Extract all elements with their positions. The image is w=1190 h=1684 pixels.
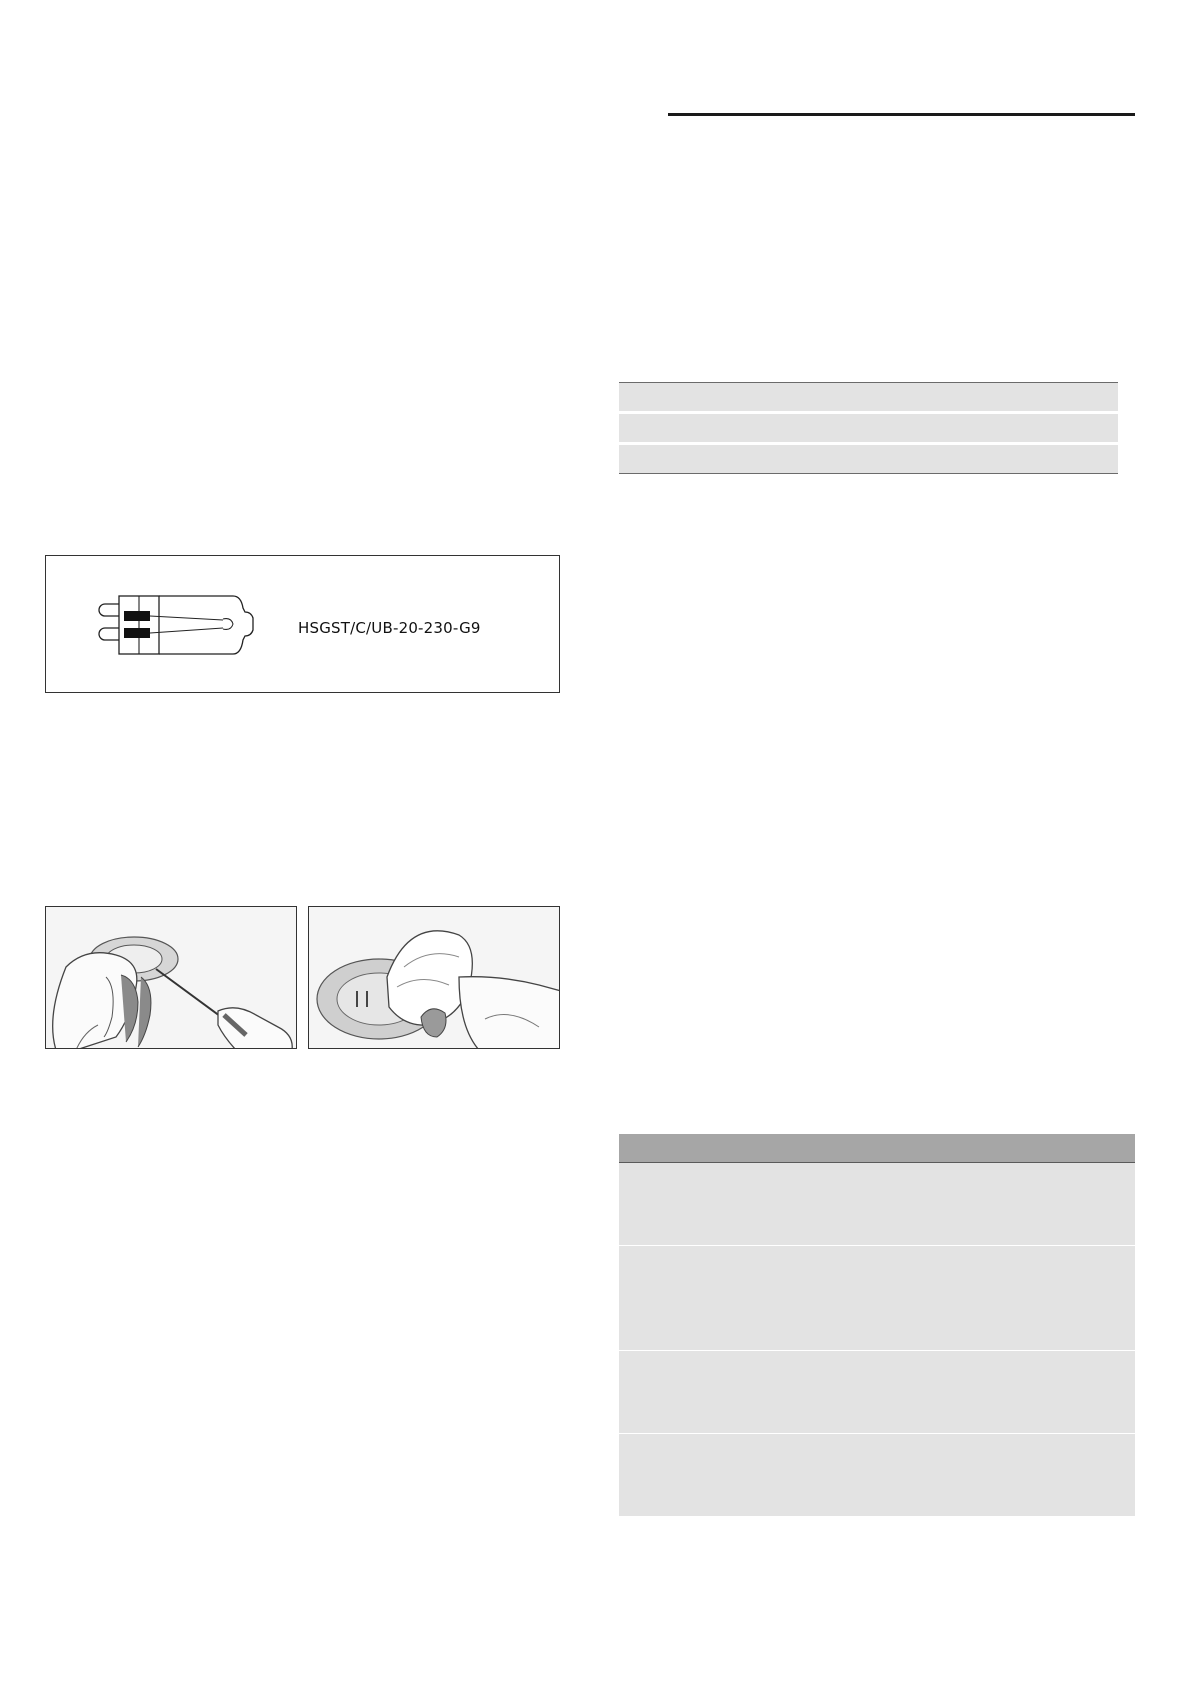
table-row — [619, 1163, 1135, 1246]
remove-lamp-cover-screwdriver-illustration — [45, 906, 297, 1049]
lamp-type-label: HSGST/C/UB-20-230-G9 — [298, 619, 481, 637]
clean-lamp-with-cloth-illustration — [308, 906, 560, 1049]
table-header — [619, 1134, 1135, 1163]
table-row — [619, 1246, 1135, 1351]
table-row — [619, 1434, 1135, 1516]
table-row — [619, 414, 1118, 442]
section-top-rule — [668, 113, 1135, 116]
halogen-lamp-diagram — [45, 555, 560, 693]
large-info-table — [619, 1134, 1135, 1516]
table-row — [619, 1351, 1135, 1434]
g9-halogen-bulb-icon — [91, 590, 291, 660]
table-row — [619, 382, 1118, 411]
small-info-table — [619, 382, 1118, 474]
table-row — [619, 445, 1118, 474]
